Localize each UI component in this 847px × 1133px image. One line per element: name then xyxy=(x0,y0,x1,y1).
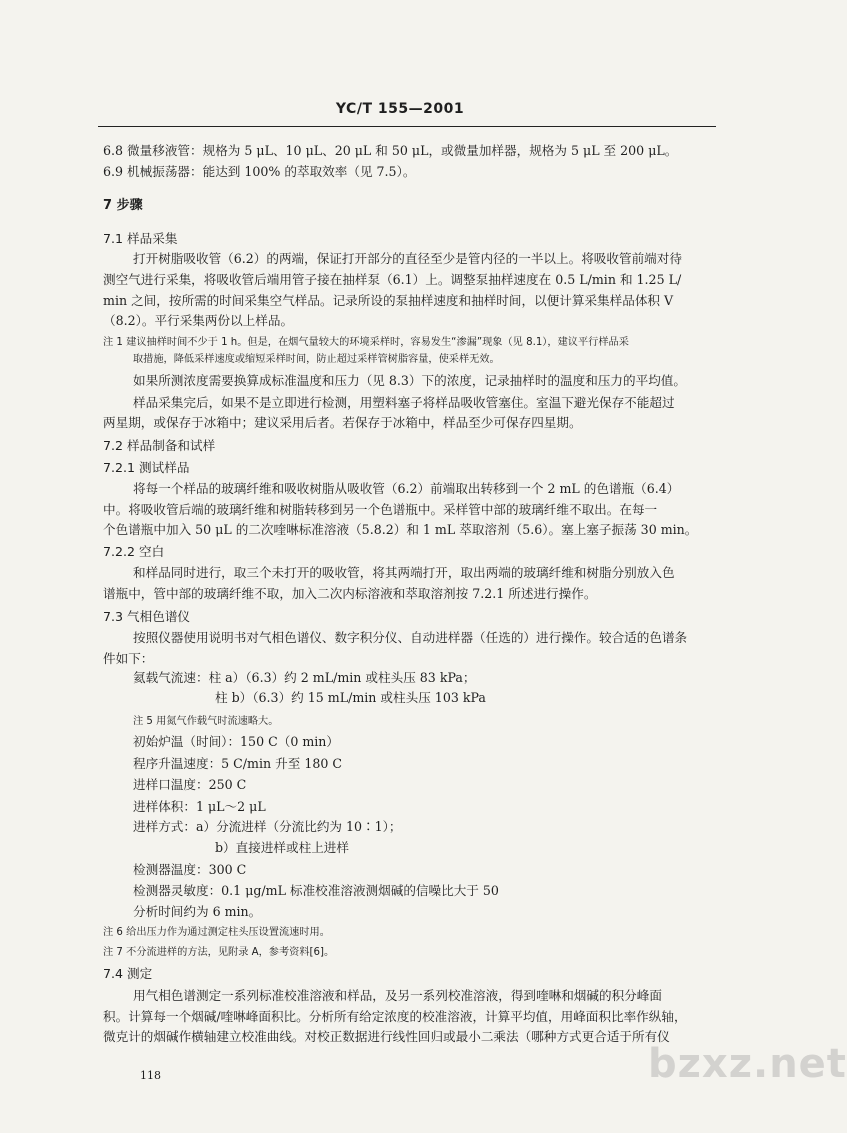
condition-carrier-gas: 氦载气流速：柱 a）（6.3）约 2 mL/min 或柱头压 83 kPa； xyxy=(133,670,476,685)
note-6: 注 6 给出压力作为通过测定柱头压设置流速时用。 xyxy=(103,927,330,938)
condition-inlet-temp: 进样口温度：250 C xyxy=(133,777,247,792)
paragraph-line: 两星期，或保存于冰箱中；建议采用后者。若保存于冰箱中，样品至少可保存四星期。 xyxy=(103,415,582,430)
condition-ramp: 程序升温速度：5 C/min 升至 180 C xyxy=(133,756,343,771)
section-7-heading: 7 步骤 xyxy=(103,198,143,213)
paragraph-line: 样品采集完后，如果不是立即进行检测，用塑料塞子将样品吸收管塞住。室温下避光保存不能超过 xyxy=(133,395,675,410)
clause-7-4-heading: 7.4 测定 xyxy=(103,966,153,981)
clause-7-2-heading: 7.2 样品制备和试样 xyxy=(103,438,216,453)
clause-7-2-1-heading: 7.2.1 测试样品 xyxy=(103,460,190,475)
clause-6-9: 6.9 机械振荡器：能达到 100% 的萃取效率（见 7.5）。 xyxy=(103,164,416,179)
paragraph-line: 微克计的烟碱作横轴建立校准曲线。对校正数据进行线性回归或最小二乘法（哪种方式更合适于所有仪 xyxy=(103,1029,670,1044)
paragraph-line: 谱瓶中，管中部的玻璃纤维不取，加入二次内标溶液和萃取溶剂按 7.2.1 所述进行操作。 xyxy=(103,586,597,601)
paragraph-line: 将每一个样品的玻璃纤维和吸收树脂从吸收管（6.2）前端取出转移到一个 2 mL 的色谱瓶（6.4） xyxy=(133,481,680,496)
paragraph-line: 中。将吸收管后端的玻璃纤维和树脂转移到另一个色谱瓶中。采样管中部的玻璃纤维不取出。在每一 xyxy=(103,502,658,517)
watermark: bzxz.net xyxy=(648,1041,847,1087)
condition-injection-volume: 进样体积：1 μL～2 μL xyxy=(133,799,266,814)
note-1-continued: 取措施，降低采样速度或缩短采样时间，防止超过采样管树脂容量，使采样无效。 xyxy=(133,354,500,365)
condition-carrier-gas-b: 柱 b）（6.3）约 15 mL/min 或柱头压 103 kPa xyxy=(215,690,486,705)
clause-6-8: 6.8 微量移液管：规格为 5 μL、10 μL、20 μL 和 50 μL，或微量加样器，规格为 5 μL 至 200 μL。 xyxy=(103,143,678,158)
paragraph-line: 和样品同时进行，取三个未打开的吸收管，将其两端打开，取出两端的玻璃纤维和树脂分别放入色 xyxy=(133,565,675,580)
condition-detector-temp: 检测器温度：300 C xyxy=(133,862,247,877)
paragraph-line: 件如下： xyxy=(103,651,154,666)
clause-7-2-2-heading: 7.2.2 空白 xyxy=(103,544,165,559)
paragraph-line: 个色谱瓶中加入 50 μL 的二次喹啉标准溶液（5.8.2）和 1 mL 萃取溶剂（5.6）。塞上塞子振荡 30 min。 xyxy=(103,522,698,537)
clause-7-1-heading: 7.1 样品采集 xyxy=(103,231,178,246)
paragraph-line: 测空气进行采集，将吸收管后端用管子接在抽样泵（6.1）上。调整泵抽样速度在 0.5 L/min 和 1.25 L/ xyxy=(103,272,682,287)
header-rule xyxy=(98,126,716,127)
standard-code-header: YC/T 155—2001 xyxy=(335,101,465,117)
note-7: 注 7 不分流进样的方法，见附录 A，参考资料[6]。 xyxy=(103,947,335,958)
paragraph-line: 用气相色谱测定一系列标准校准溶液和样品，及另一系列校准溶液，得到喹啉和烟碱的积分峰面 xyxy=(133,988,662,1003)
paragraph-line: 按照仪器使用说明书对气相色谱仪、数字积分仪、自动进样器（任选的）进行操作。较合适的色谱条 xyxy=(133,630,688,645)
condition-initial-temp: 初始炉温（时间）：150 C（0 min） xyxy=(133,734,340,749)
page-number: 118 xyxy=(140,1069,161,1082)
note-5: 注 5 用氮气作载气时流速略大。 xyxy=(133,716,279,727)
note-1: 注 1 建议抽样时间不少于 1 h。但是，在烟气量较大的环境采样时，容易发生“渗漏”现象（见 8.1），建议平行样品采 xyxy=(103,337,629,348)
condition-detector-sensitivity: 检测器灵敏度：0.1 μg/mL 标准校准溶液测烟碱的信噪比大于 50 xyxy=(133,883,499,898)
paragraph-line: 如果所测浓度需要换算成标准温度和压力（见 8.3）下的浓度，记录抽样时的温度和压力的平均值。 xyxy=(133,373,686,388)
condition-analysis-time: 分析时间约为 6 min。 xyxy=(133,904,262,919)
clause-7-3-heading: 7.3 气相色谱仪 xyxy=(103,609,191,624)
condition-injection-mode-b: b）直接进样或柱上进样 xyxy=(215,840,349,855)
paragraph-line: 打开树脂吸收管（6.2）的两端，保证打开部分的直径至少是管内径的一半以上。将吸收管前端对待 xyxy=(133,251,682,266)
paragraph-line: 积。计算每一个烟碱/喹啉峰面积比。分析所有给定浓度的校准溶液，计算平均值，用峰面积比率作纵轴， xyxy=(103,1009,687,1024)
condition-injection-mode: 进样方式：a）分流进样（分流比约为 10∶1）； xyxy=(133,819,402,834)
paragraph-line: min 之间，按所需的时间采集空气样品。记录所设的泵抽样速度和抽样时间，以便计算采集样品体积 V xyxy=(103,293,674,308)
paragraph-line: （8.2）。平行采集两份以上样品。 xyxy=(103,313,294,328)
